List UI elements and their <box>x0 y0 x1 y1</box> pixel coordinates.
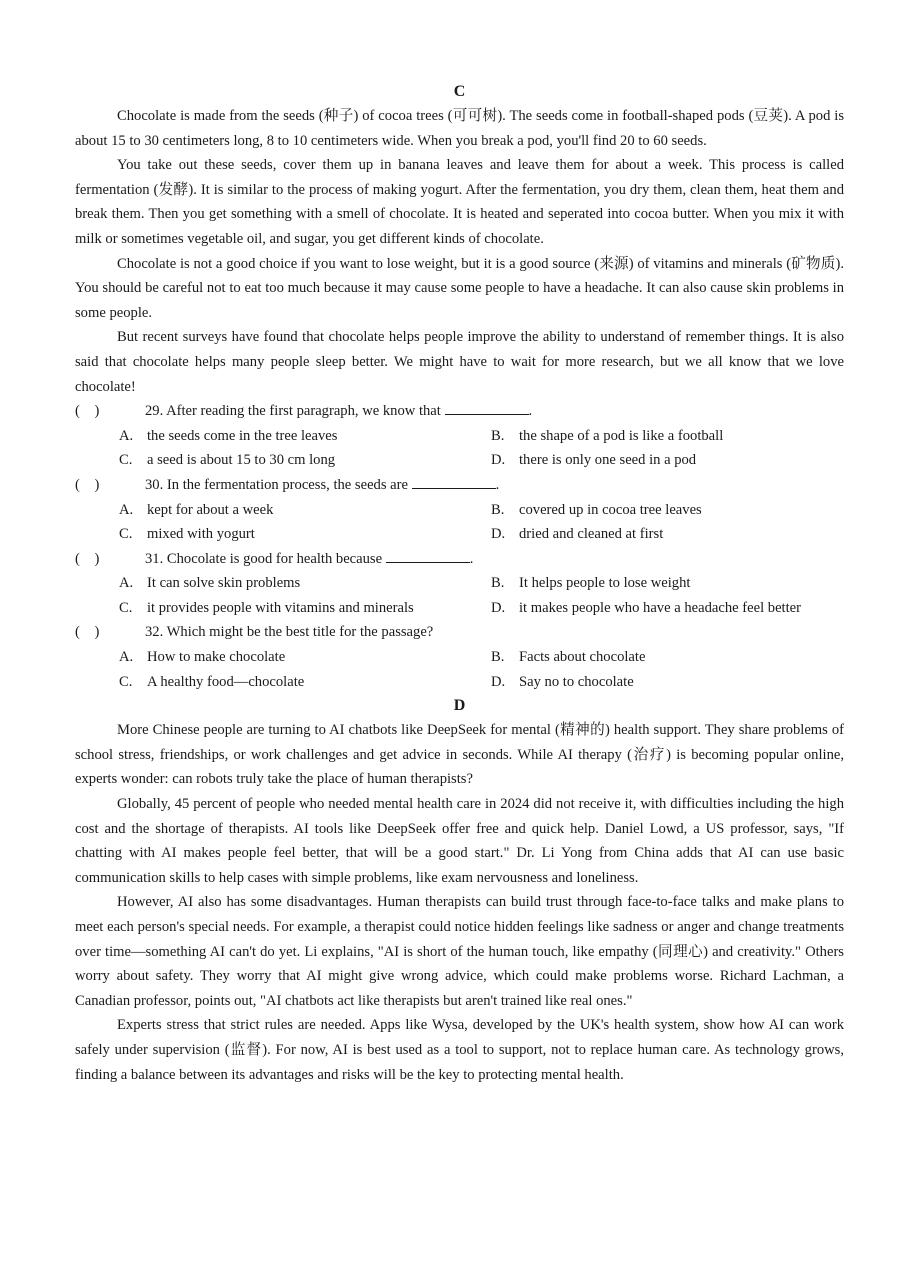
option-c <box>119 596 491 621</box>
answer-blank <box>412 474 496 489</box>
option-letter: B. <box>491 649 505 666</box>
option-c <box>119 448 491 473</box>
option-text: a seed is about 15 to 30 cm long <box>147 452 336 469</box>
option-letter: D. <box>491 673 506 690</box>
option-d <box>491 522 844 547</box>
option-letter: C. <box>119 526 133 543</box>
option-letter: C. <box>119 673 133 690</box>
passage-c-paragraph-4: But recent surveys have found that chocolate helps people improve the ability to understand of remember things. It is also said that chocolate helps many people sleep better. We might have to wait for more research, but we all know that we love chocolate! <box>75 329 844 395</box>
question-text: 29. After reading the first paragraph, we know that <box>145 403 441 420</box>
options-31 <box>75 571 844 620</box>
question-end: . <box>469 550 474 567</box>
option-d <box>491 670 844 695</box>
question-end: . <box>495 476 500 493</box>
passage-c-paragraph-1: Chocolate is made from the seeds (种子) of cocoa trees (可可树). The seeds come in football-shaped pods (豆荚). A pod is about 15 to 30 centimeters long, 8 to 10 centimeters wide. When you break a pod, you'll find 20 to 60 seeds. <box>75 108 844 149</box>
option-letter: D. <box>491 599 506 616</box>
option-b <box>491 571 844 596</box>
passage-d-paragraph-1: More Chinese people are turning to AI chatbots like DeepSeek for mental (精神的) health support. They share problems of school stress, friendships, or work challenges and get advice in seconds. While AI therapy (治疗) is becoming popular online, experts wonder: can robots truly take the place of human therapists? <box>75 722 844 788</box>
answer-bracket[interactable]: ( ) <box>75 476 100 493</box>
option-text: the seeds come in the tree leaves <box>147 427 338 444</box>
option-b <box>491 498 844 523</box>
answer-blank <box>386 548 470 563</box>
option-text: It can solve skin problems <box>147 575 301 592</box>
options-32 <box>75 645 844 694</box>
option-text: kept for about a week <box>147 501 274 518</box>
passage-d-paragraph-2: Globally, 45 percent of people who needed mental health care in 2024 did not receive it, with difficulties including the high cost and the shortage of therapists. AI tools like DeepSeek offer free and quick help. Daniel Lowd, a US professor, says, "If chatting with AI makes people feel better, that will be a good start." Dr. Li Yong from China adds that AI can use basic communication skills to help cases with simple problems, like exam nervousness and loneliness. <box>75 796 844 886</box>
question-text: 30. In the fermentation process, the seeds are <box>145 476 408 493</box>
option-a <box>119 571 491 596</box>
option-letter: A. <box>119 575 134 592</box>
question-text: 32. Which might be the best title for the passage? <box>145 624 434 641</box>
question-stem <box>145 620 844 645</box>
option-text: Say no to chocolate <box>519 673 634 690</box>
option-letter: A. <box>119 649 134 666</box>
answer-bracket[interactable]: ( ) <box>75 624 100 641</box>
option-c <box>119 670 491 695</box>
passage-c-paragraph-2: You take out these seeds, cover them up in banana leaves and leave them for about a week. This process is called fermentation (发酵). It is similar to the process of making yogurt. After the fermentation, you dry them, clean them, heat them and break them. Then you get something with a smell of chocolate. It is heated and seperated into cocoa butter. When you mix it with milk or sometimes vegetable oil, and sugar, you get different kinds of chocolate. <box>75 157 844 247</box>
option-text: the shape of a pod is like a football <box>519 427 724 444</box>
answer-bracket[interactable]: ( ) <box>75 550 100 567</box>
options-30 <box>75 498 844 547</box>
option-d <box>491 448 844 473</box>
option-text: there is only one seed in a pod <box>519 452 697 469</box>
question-stem <box>145 399 844 424</box>
option-letter: B. <box>491 427 505 444</box>
question-end: . <box>528 403 533 420</box>
option-text: Facts about chocolate <box>519 649 646 666</box>
question-stem <box>145 547 844 572</box>
option-letter: D. <box>491 452 506 469</box>
passage-d-paragraph-3: However, AI also has some disadvantages. Human therapists can build trust through face-to-face talks and make plans to meet each person's special needs. For example, a therapist could notice hidden feelings like sadness or anger and change treatments over time—something AI can't do yet. Li explains, "AI is short of the human touch, like empathy (同理心) and creativity." Others worry about safety. They worry that AI might give wrong advice, which could make problems worse. Richard Lachman, a Canadian professor, points out, "AI chatbots act like therapists but aren't trained like real ones." <box>75 894 844 1009</box>
question-31 <box>75 547 844 572</box>
question-29 <box>75 399 844 424</box>
option-letter: B. <box>491 501 505 518</box>
passage-d-paragraph-4: Experts stress that strict rules are needed. Apps like Wysa, developed by the UK's health system, show how AI can work safely under supervision (监督). For now, AI is best used as a tool to support, not to replace human care. As technology grows, finding a balance between its advantages and risks will be the key to protecting mental health. <box>75 1017 844 1083</box>
option-b <box>491 424 844 449</box>
section-c-title: C <box>453 83 466 100</box>
option-a <box>119 424 491 449</box>
passage-c-paragraph-3: Chocolate is not a good choice if you want to lose weight, but it is a good source (来源) of vitamins and minerals (矿物质). You should be careful not to eat too much because it may cause some people to have a headache. It can also cause skin problems in some people. <box>75 255 844 321</box>
option-text: How to make chocolate <box>147 649 286 666</box>
option-a <box>119 498 491 523</box>
option-letter: A. <box>119 427 134 444</box>
answer-bracket[interactable]: ( ) <box>75 403 100 420</box>
option-letter: A. <box>119 501 134 518</box>
options-29 <box>75 424 844 473</box>
option-text: It helps people to lose weight <box>519 575 691 592</box>
option-text: mixed with yogurt <box>147 526 255 543</box>
section-d-title: D <box>453 697 466 715</box>
question-stem <box>145 473 844 498</box>
option-text: it provides people with vitamins and minerals <box>147 599 414 616</box>
option-letter: D. <box>491 526 506 543</box>
question-text: 31. Chocolate is good for health because <box>145 550 383 567</box>
option-text: it makes people who have a headache feel better <box>519 599 802 616</box>
option-letter: C. <box>119 599 133 616</box>
option-text: A healthy food—chocolate <box>147 673 305 690</box>
answer-blank <box>445 400 529 415</box>
option-text: dried and cleaned at first <box>519 526 664 543</box>
question-30 <box>75 473 844 498</box>
option-d <box>491 596 844 621</box>
option-b <box>491 645 844 670</box>
option-letter: B. <box>491 575 505 592</box>
question-32 <box>75 620 844 645</box>
option-letter: C. <box>119 452 133 469</box>
option-c <box>119 522 491 547</box>
option-a <box>119 645 491 670</box>
option-text: covered up in cocoa tree leaves <box>519 501 702 518</box>
